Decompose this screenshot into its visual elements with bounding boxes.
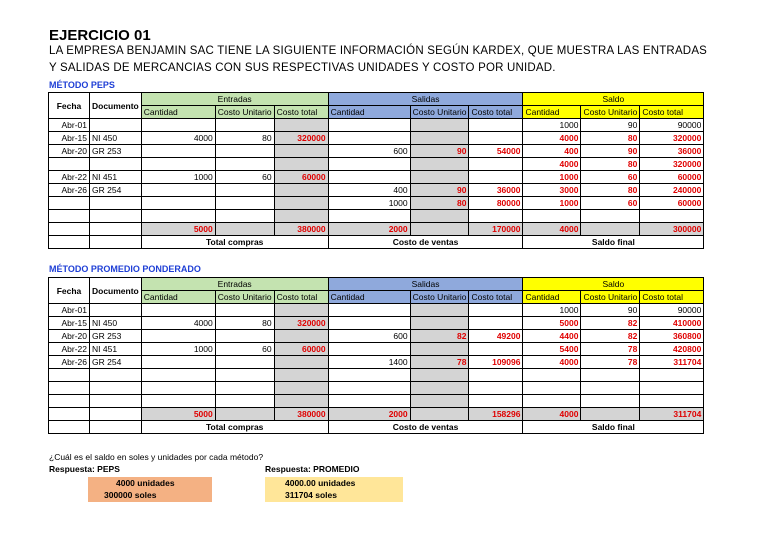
cell-salida-cantidad bbox=[328, 317, 410, 330]
header-saldo-costo-total: Costo total bbox=[640, 106, 704, 119]
cell-saldo-cantidad: 3000 bbox=[523, 184, 581, 197]
cell-entrada-costo-unitario: 60 bbox=[215, 343, 274, 356]
cell-salida-costo-unitario bbox=[410, 119, 469, 132]
cell-documento: GR 253 bbox=[90, 145, 142, 158]
cell-saldo-costo-total: 60000 bbox=[640, 171, 704, 184]
cell-salida-cantidad bbox=[328, 158, 410, 171]
labels-empty-documento bbox=[90, 421, 142, 434]
answer-peps-units: 4000 unidades bbox=[116, 478, 175, 488]
cell-saldo-costo-total bbox=[640, 210, 704, 223]
cell-entrada-costo-total bbox=[274, 356, 328, 369]
cell-salida-costo-unitario: 90 bbox=[410, 184, 469, 197]
costo-ventas-label: Costo de ventas bbox=[328, 236, 523, 249]
promedio-kardex-table bbox=[48, 277, 704, 434]
cell-fecha: Abr-22 bbox=[49, 343, 90, 356]
answer-peps-box bbox=[88, 477, 212, 502]
cell-documento bbox=[90, 395, 142, 408]
cell-salida-cantidad bbox=[328, 119, 410, 132]
cell-fecha: Abr-01 bbox=[49, 119, 90, 132]
cell-salida-costo-total bbox=[469, 158, 523, 171]
cell-salida-cantidad bbox=[328, 343, 410, 356]
cell-saldo-cantidad: 5000 bbox=[523, 317, 581, 330]
total-entrada-costo-unitario bbox=[215, 223, 274, 236]
cell-salida-costo-unitario: 90 bbox=[410, 145, 469, 158]
header-salidas-costo-total: Costo total bbox=[469, 291, 523, 304]
table-row bbox=[49, 395, 704, 408]
cell-saldo-costo-total: 60000 bbox=[640, 197, 704, 210]
cell-entrada-cantidad bbox=[141, 304, 215, 317]
total-entrada-cantidad: 5000 bbox=[141, 408, 215, 421]
cell-saldo-costo-unitario: 80 bbox=[581, 184, 640, 197]
cell-saldo-costo-unitario bbox=[581, 382, 640, 395]
cell-salida-costo-unitario bbox=[410, 171, 469, 184]
header-fecha: Fecha bbox=[49, 93, 90, 119]
cell-salida-costo-unitario bbox=[410, 210, 469, 223]
header-entradas-cantidad: Cantidad bbox=[141, 106, 215, 119]
cell-fecha: Abr-26 bbox=[49, 356, 90, 369]
cell-entrada-costo-unitario bbox=[215, 145, 274, 158]
cell-saldo-costo-unitario: 80 bbox=[581, 132, 640, 145]
labels-empty-documento bbox=[90, 236, 142, 249]
header-fecha: Fecha bbox=[49, 278, 90, 304]
cell-saldo-cantidad bbox=[523, 369, 581, 382]
cell-entrada-costo-total bbox=[274, 184, 328, 197]
total-salida-costo-unitario bbox=[410, 223, 469, 236]
cell-saldo-cantidad: 400 bbox=[523, 145, 581, 158]
peps-method-title: MÉTODO PEPS bbox=[49, 80, 115, 90]
cell-fecha: Abr-15 bbox=[49, 317, 90, 330]
cell-entrada-costo-total bbox=[274, 395, 328, 408]
cell-salida-cantidad: 400 bbox=[328, 184, 410, 197]
cell-entrada-costo-total bbox=[274, 210, 328, 223]
cell-entrada-cantidad bbox=[141, 145, 215, 158]
cell-salida-cantidad bbox=[328, 210, 410, 223]
cell-salida-costo-total: 36000 bbox=[469, 184, 523, 197]
cell-fecha: Abr-20 bbox=[49, 145, 90, 158]
header-documento: Documento bbox=[90, 93, 142, 119]
cell-documento: NI 451 bbox=[90, 343, 142, 356]
header-saldo-costo-total: Costo total bbox=[640, 291, 704, 304]
cell-entrada-costo-unitario bbox=[215, 184, 274, 197]
header-documento: Documento bbox=[90, 278, 142, 304]
cell-saldo-costo-total: 90000 bbox=[640, 304, 704, 317]
cell-entrada-costo-unitario: 80 bbox=[215, 317, 274, 330]
cell-saldo-cantidad: 4000 bbox=[523, 158, 581, 171]
header-salidas-costo-unitario: Costo Unitario bbox=[410, 291, 469, 304]
cell-salida-costo-total bbox=[469, 317, 523, 330]
cell-fecha bbox=[49, 158, 90, 171]
cell-salida-cantidad: 600 bbox=[328, 145, 410, 158]
cell-entrada-cantidad bbox=[141, 119, 215, 132]
cell-entrada-cantidad bbox=[141, 330, 215, 343]
header-saldo-cantidad: Cantidad bbox=[523, 291, 581, 304]
total-salida-costo-unitario bbox=[410, 408, 469, 421]
cell-documento: NI 450 bbox=[90, 317, 142, 330]
cell-salida-costo-unitario bbox=[410, 158, 469, 171]
cell-saldo-costo-unitario: 90 bbox=[581, 145, 640, 158]
total-entrada-cantidad: 5000 bbox=[141, 223, 215, 236]
header-salidas-costo-total: Costo total bbox=[469, 106, 523, 119]
labels-row bbox=[49, 236, 704, 249]
description-line-2: Y SALIDAS DE MERCANCIAS CON SUS RESPECTIVAS UNIDADES Y COSTO POR UNIDAD. bbox=[49, 62, 556, 74]
total-salida-costo-total: 170000 bbox=[469, 223, 523, 236]
promedio-method-title: MÉTODO PROMEDIO PONDERADO bbox=[49, 264, 201, 274]
cell-entrada-costo-total bbox=[274, 304, 328, 317]
cell-salida-costo-total: 49200 bbox=[469, 330, 523, 343]
cell-entrada-cantidad: 1000 bbox=[141, 343, 215, 356]
cell-entrada-costo-unitario bbox=[215, 158, 274, 171]
cell-saldo-cantidad bbox=[523, 382, 581, 395]
cell-saldo-cantidad: 4000 bbox=[523, 356, 581, 369]
cell-documento: NI 450 bbox=[90, 132, 142, 145]
cell-salida-cantidad bbox=[328, 171, 410, 184]
cell-fecha: Abr-26 bbox=[49, 184, 90, 197]
cell-entrada-cantidad bbox=[141, 382, 215, 395]
cell-salida-cantidad bbox=[328, 132, 410, 145]
cell-entrada-cantidad: 4000 bbox=[141, 132, 215, 145]
cell-saldo-costo-unitario: 90 bbox=[581, 304, 640, 317]
totals-empty-documento bbox=[90, 223, 142, 236]
table-row bbox=[49, 343, 704, 356]
cell-saldo-costo-unitario bbox=[581, 210, 640, 223]
answer-promedio-units: 4000.00 unidades bbox=[285, 478, 356, 488]
header-saldo: Saldo bbox=[523, 93, 704, 106]
labels-empty-fecha bbox=[49, 421, 90, 434]
cell-saldo-costo-total: 410000 bbox=[640, 317, 704, 330]
cell-documento bbox=[90, 304, 142, 317]
cell-documento bbox=[90, 210, 142, 223]
header-entradas-costo-total: Costo total bbox=[274, 291, 328, 304]
cell-saldo-cantidad: 4000 bbox=[523, 132, 581, 145]
cell-fecha bbox=[49, 197, 90, 210]
cell-salida-costo-total bbox=[469, 132, 523, 145]
header-salidas: Salidas bbox=[328, 93, 523, 106]
cell-saldo-costo-total bbox=[640, 382, 704, 395]
cell-entrada-costo-unitario bbox=[215, 197, 274, 210]
cell-entrada-costo-total bbox=[274, 330, 328, 343]
cell-entrada-costo-total bbox=[274, 197, 328, 210]
cell-salida-costo-total: 54000 bbox=[469, 145, 523, 158]
cell-saldo-cantidad bbox=[523, 210, 581, 223]
total-saldo-costo-total: 311704 bbox=[640, 408, 704, 421]
cell-saldo-costo-total: 320000 bbox=[640, 158, 704, 171]
table-row bbox=[49, 158, 704, 171]
cell-entrada-cantidad bbox=[141, 210, 215, 223]
cell-saldo-costo-unitario: 82 bbox=[581, 317, 640, 330]
answer-peps-soles: 300000 soles bbox=[104, 490, 157, 500]
cell-entrada-cantidad bbox=[141, 356, 215, 369]
header-salidas-cantidad: Cantidad bbox=[328, 106, 410, 119]
cell-fecha: Abr-01 bbox=[49, 304, 90, 317]
cell-entrada-costo-unitario bbox=[215, 356, 274, 369]
cell-entrada-cantidad bbox=[141, 197, 215, 210]
peps-kardex-table bbox=[48, 92, 704, 249]
cell-fecha: Abr-20 bbox=[49, 330, 90, 343]
cell-entrada-costo-total: 60000 bbox=[274, 171, 328, 184]
header-saldo: Saldo bbox=[523, 278, 704, 291]
cell-salida-cantidad: 1400 bbox=[328, 356, 410, 369]
cell-salida-costo-unitario bbox=[410, 304, 469, 317]
header-salidas: Salidas bbox=[328, 278, 523, 291]
cell-entrada-cantidad bbox=[141, 184, 215, 197]
cell-salida-costo-total bbox=[469, 210, 523, 223]
header-entradas-costo-unitario: Costo Unitario bbox=[215, 291, 274, 304]
saldo-final-label: Saldo final bbox=[523, 236, 704, 249]
table-row bbox=[49, 382, 704, 395]
answer-promedio-box bbox=[265, 477, 403, 502]
cell-salida-costo-total bbox=[469, 343, 523, 356]
table-row bbox=[49, 330, 704, 343]
cell-entrada-cantidad: 1000 bbox=[141, 171, 215, 184]
cell-documento bbox=[90, 119, 142, 132]
cell-salida-costo-unitario bbox=[410, 395, 469, 408]
cell-entrada-cantidad bbox=[141, 158, 215, 171]
answer-promedio-label: Respuesta: PROMEDIO bbox=[265, 464, 360, 474]
cell-saldo-costo-total bbox=[640, 369, 704, 382]
table-row bbox=[49, 171, 704, 184]
header-saldo-costo-unitario: Costo Unitario bbox=[581, 106, 640, 119]
cell-saldo-costo-total: 320000 bbox=[640, 132, 704, 145]
cell-entrada-costo-unitario bbox=[215, 395, 274, 408]
cell-entrada-costo-total bbox=[274, 158, 328, 171]
cell-salida-cantidad: 600 bbox=[328, 330, 410, 343]
cell-salida-costo-total bbox=[469, 304, 523, 317]
cell-entrada-costo-unitario bbox=[215, 330, 274, 343]
cell-fecha: Abr-22 bbox=[49, 171, 90, 184]
table-row bbox=[49, 119, 704, 132]
cell-salida-costo-unitario: 78 bbox=[410, 356, 469, 369]
cell-saldo-cantidad: 1000 bbox=[523, 119, 581, 132]
cell-entrada-costo-unitario: 60 bbox=[215, 171, 274, 184]
table-row bbox=[49, 356, 704, 369]
cell-saldo-costo-total: 420800 bbox=[640, 343, 704, 356]
header-salidas-costo-unitario: Costo Unitario bbox=[410, 106, 469, 119]
cell-saldo-cantidad: 5400 bbox=[523, 343, 581, 356]
totals-empty-fecha bbox=[49, 223, 90, 236]
header-entradas: Entradas bbox=[141, 93, 328, 106]
cell-saldo-costo-unitario bbox=[581, 395, 640, 408]
table-row bbox=[49, 210, 704, 223]
cell-entrada-cantidad bbox=[141, 369, 215, 382]
cell-entrada-costo-unitario bbox=[215, 304, 274, 317]
labels-empty-fecha bbox=[49, 236, 90, 249]
cell-saldo-costo-total: 360800 bbox=[640, 330, 704, 343]
cell-documento bbox=[90, 382, 142, 395]
header-entradas-cantidad: Cantidad bbox=[141, 291, 215, 304]
cell-entrada-costo-unitario: 80 bbox=[215, 132, 274, 145]
table-row bbox=[49, 145, 704, 158]
cell-fecha: Abr-15 bbox=[49, 132, 90, 145]
cell-salida-costo-total bbox=[469, 369, 523, 382]
cell-salida-costo-unitario: 82 bbox=[410, 330, 469, 343]
cell-entrada-costo-unitario bbox=[215, 210, 274, 223]
answer-peps-label: Respuesta: PEPS bbox=[49, 464, 120, 474]
cell-saldo-costo-unitario: 78 bbox=[581, 343, 640, 356]
cell-saldo-cantidad bbox=[523, 395, 581, 408]
cell-entrada-costo-total bbox=[274, 145, 328, 158]
table-row bbox=[49, 304, 704, 317]
saldo-final-label: Saldo final bbox=[523, 421, 704, 434]
cell-salida-costo-unitario bbox=[410, 317, 469, 330]
cell-fecha bbox=[49, 395, 90, 408]
total-entrada-costo-total: 380000 bbox=[274, 408, 328, 421]
cell-saldo-costo-unitario: 60 bbox=[581, 171, 640, 184]
cell-documento: GR 254 bbox=[90, 356, 142, 369]
cell-documento: GR 253 bbox=[90, 330, 142, 343]
answer-promedio-soles: 311704 soles bbox=[285, 490, 337, 500]
header-entradas-costo-total: Costo total bbox=[274, 106, 328, 119]
question-text: ¿Cuál es el saldo en soles y unidades por cada método? bbox=[49, 452, 264, 462]
total-compras-label: Total compras bbox=[141, 421, 328, 434]
table-row bbox=[49, 197, 704, 210]
cell-saldo-costo-total: 311704 bbox=[640, 356, 704, 369]
cell-saldo-costo-unitario: 82 bbox=[581, 330, 640, 343]
cell-documento bbox=[90, 369, 142, 382]
cell-entrada-cantidad: 4000 bbox=[141, 317, 215, 330]
cell-entrada-cantidad bbox=[141, 395, 215, 408]
total-saldo-cantidad: 4000 bbox=[523, 408, 581, 421]
table-row bbox=[49, 184, 704, 197]
total-saldo-costo-unitario bbox=[581, 223, 640, 236]
cell-saldo-costo-unitario bbox=[581, 369, 640, 382]
cell-fecha bbox=[49, 369, 90, 382]
cell-documento bbox=[90, 197, 142, 210]
cell-saldo-costo-unitario: 60 bbox=[581, 197, 640, 210]
cell-salida-costo-total: 109096 bbox=[469, 356, 523, 369]
table-row bbox=[49, 132, 704, 145]
cell-saldo-costo-total: 36000 bbox=[640, 145, 704, 158]
description-line-1: LA EMPRESA BENJAMIN SAC TIENE LA SIGUIENTE INFORMACIÓN SEGÚN KARDEX, QUE MUESTRA LAS ENTRADAS bbox=[49, 45, 708, 57]
cell-salida-costo-unitario bbox=[410, 382, 469, 395]
cell-saldo-costo-unitario: 80 bbox=[581, 158, 640, 171]
cell-salida-cantidad: 1000 bbox=[328, 197, 410, 210]
total-saldo-cantidad: 4000 bbox=[523, 223, 581, 236]
cell-salida-costo-unitario bbox=[410, 369, 469, 382]
cell-entrada-costo-unitario bbox=[215, 369, 274, 382]
cell-salida-costo-total bbox=[469, 395, 523, 408]
total-saldo-costo-unitario bbox=[581, 408, 640, 421]
cell-saldo-cantidad: 1000 bbox=[523, 197, 581, 210]
cell-saldo-costo-total: 240000 bbox=[640, 184, 704, 197]
exercise-title: EJERCICIO 01 bbox=[49, 27, 151, 44]
cell-saldo-costo-total: 90000 bbox=[640, 119, 704, 132]
table-row bbox=[49, 317, 704, 330]
cell-salida-costo-unitario bbox=[410, 343, 469, 356]
cell-salida-cantidad bbox=[328, 395, 410, 408]
cell-entrada-costo-unitario bbox=[215, 119, 274, 132]
totals-row bbox=[49, 408, 704, 421]
cell-salida-costo-total bbox=[469, 119, 523, 132]
header-entradas-costo-unitario: Costo Unitario bbox=[215, 106, 274, 119]
cell-salida-cantidad bbox=[328, 369, 410, 382]
header-entradas: Entradas bbox=[141, 278, 328, 291]
cell-documento: NI 451 bbox=[90, 171, 142, 184]
cell-entrada-costo-total: 60000 bbox=[274, 343, 328, 356]
cell-fecha bbox=[49, 382, 90, 395]
header-salidas-cantidad: Cantidad bbox=[328, 291, 410, 304]
cell-saldo-costo-total bbox=[640, 395, 704, 408]
cell-documento bbox=[90, 158, 142, 171]
cell-salida-costo-unitario: 80 bbox=[410, 197, 469, 210]
cell-entrada-costo-total: 320000 bbox=[274, 132, 328, 145]
cell-salida-cantidad bbox=[328, 304, 410, 317]
totals-empty-fecha bbox=[49, 408, 90, 421]
cell-salida-costo-total: 80000 bbox=[469, 197, 523, 210]
cell-saldo-costo-unitario: 90 bbox=[581, 119, 640, 132]
total-entrada-costo-unitario bbox=[215, 408, 274, 421]
total-saldo-costo-total: 300000 bbox=[640, 223, 704, 236]
cell-entrada-costo-unitario bbox=[215, 382, 274, 395]
total-entrada-costo-total: 380000 bbox=[274, 223, 328, 236]
cell-saldo-cantidad: 4400 bbox=[523, 330, 581, 343]
cell-salida-costo-unitario bbox=[410, 132, 469, 145]
header-saldo-cantidad: Cantidad bbox=[523, 106, 581, 119]
cell-fecha bbox=[49, 210, 90, 223]
cell-salida-costo-total bbox=[469, 382, 523, 395]
cell-entrada-costo-total: 320000 bbox=[274, 317, 328, 330]
total-compras-label: Total compras bbox=[141, 236, 328, 249]
table-row bbox=[49, 369, 704, 382]
cell-salida-cantidad bbox=[328, 382, 410, 395]
cell-saldo-cantidad: 1000 bbox=[523, 304, 581, 317]
cell-entrada-costo-total bbox=[274, 369, 328, 382]
labels-row bbox=[49, 421, 704, 434]
totals-row bbox=[49, 223, 704, 236]
cell-saldo-costo-unitario: 78 bbox=[581, 356, 640, 369]
total-salida-cantidad: 2000 bbox=[328, 408, 410, 421]
total-salida-costo-total: 158296 bbox=[469, 408, 523, 421]
cell-entrada-costo-total bbox=[274, 382, 328, 395]
cell-saldo-cantidad: 1000 bbox=[523, 171, 581, 184]
total-salida-cantidad: 2000 bbox=[328, 223, 410, 236]
cell-entrada-costo-total bbox=[274, 119, 328, 132]
header-saldo-costo-unitario: Costo Unitario bbox=[581, 291, 640, 304]
cell-salida-costo-total bbox=[469, 171, 523, 184]
totals-empty-documento bbox=[90, 408, 142, 421]
cell-documento: GR 254 bbox=[90, 184, 142, 197]
costo-ventas-label: Costo de ventas bbox=[328, 421, 523, 434]
